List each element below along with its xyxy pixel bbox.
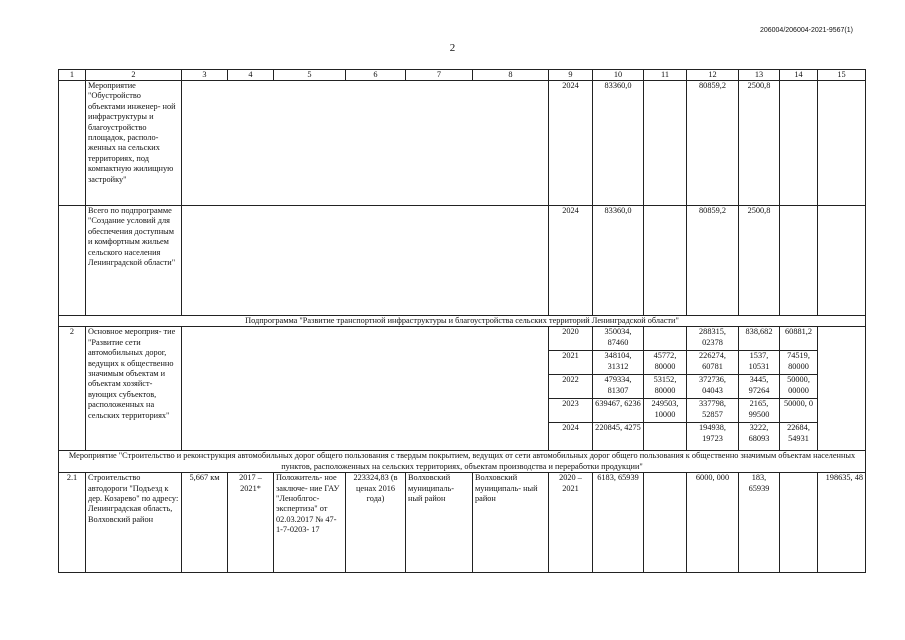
local-cell: 2500,8 — [739, 206, 780, 316]
total-cell: 350034, 87460 — [593, 327, 644, 351]
local-cell: 2500,8 — [739, 81, 780, 206]
table-cell — [644, 206, 687, 316]
federal-cell: 249503, 10000 — [644, 399, 687, 423]
section-row — [59, 316, 866, 327]
other-cell: 74519, 80000 — [780, 351, 818, 375]
row-number: 2.1 — [59, 473, 86, 573]
table-cell — [182, 81, 549, 206]
regional-cell: 6000, 000 — [687, 473, 739, 573]
header-row — [59, 70, 866, 81]
total-cell: 220845, 4275 — [593, 423, 644, 451]
other-cell: 50000, 0 — [780, 399, 818, 423]
col-header: 1 — [59, 70, 86, 81]
year-cell: 2024 — [549, 423, 593, 451]
year-cell: 2024 — [549, 206, 593, 316]
year-cell: 2022 — [549, 375, 593, 399]
col-header: 11 — [644, 70, 687, 81]
col-header: 13 — [739, 70, 780, 81]
table-cell — [59, 81, 86, 206]
table-cell — [59, 206, 86, 316]
table-cell — [818, 206, 866, 316]
customer-cell: Волховский муниципаль- ный район — [406, 473, 473, 573]
col-header: 8 — [473, 70, 549, 81]
local-cell: 3445, 97264 — [739, 375, 780, 399]
subprogram-heading: Подпрограмма "Развитие транспортной инфраструктуры и благоустройства сельских территорий Ленинградской области" — [59, 316, 866, 327]
federal-cell: 53152, 80000 — [644, 375, 687, 399]
expertise-cell: Положитель- ное заключе- ние ГАУ "Леноблгос- экспертиза" от 02.03.2017 № 47-1-7-0203- 17 — [274, 473, 346, 573]
other-cell: 60881,2 — [780, 327, 818, 351]
col-header: 3 — [182, 70, 228, 81]
year-cell: 2024 — [549, 81, 593, 206]
document-id: 206004/206004-2021-9567(1) — [759, 27, 853, 34]
row-title: Мероприятие "Обустройство объектами инженер- ной инфраструктуры и благоустройство площадок, располо- женных на сельских территориях, под компактную жилищную застройку" — [86, 81, 182, 206]
col-header: 10 — [593, 70, 644, 81]
local-cell: 1537, 10531 — [739, 351, 780, 375]
total-cell: 83360,0 — [593, 206, 644, 316]
federal-cell: 45772, 80000 — [644, 351, 687, 375]
program-table — [58, 69, 866, 573]
federal-cell — [644, 423, 687, 451]
regional-cell: 288315, 02378 — [687, 327, 739, 351]
table-cell — [182, 327, 549, 451]
table-cell — [818, 327, 866, 451]
page-number: 2 — [449, 42, 456, 54]
regional-cell: 337798, 52857 — [687, 399, 739, 423]
year-cell: 2020 – 2021 — [549, 473, 593, 573]
location-cell: Волховский муниципаль- ный район — [473, 473, 549, 573]
table-row — [59, 327, 866, 351]
total-cell: 479334, 81307 — [593, 375, 644, 399]
federal-cell — [644, 327, 687, 351]
col-header: 9 — [549, 70, 593, 81]
total-cell: 639467, 6236 — [593, 399, 644, 423]
table-cell — [780, 473, 818, 573]
table-cell — [182, 206, 549, 316]
capacity-cell: 5,667 км — [182, 473, 228, 573]
total-cell: 83360,0 — [593, 81, 644, 206]
col-header: 2 — [86, 70, 182, 81]
table-cell — [644, 81, 687, 206]
regional-cell: 194938, 19723 — [687, 423, 739, 451]
col-header: 12 — [687, 70, 739, 81]
year-cell: 2020 — [549, 327, 593, 351]
local-cell: 838,682 — [739, 327, 780, 351]
regional-cell: 80859,2 — [687, 206, 739, 316]
col-header: 15 — [818, 70, 866, 81]
section-row — [59, 451, 866, 473]
table-cell — [644, 473, 687, 573]
local-cell: 3222, 68093 — [739, 423, 780, 451]
table-cell — [780, 81, 818, 206]
local-cell: 183, 65939 — [739, 473, 780, 573]
table-cell — [818, 81, 866, 206]
remaining-cell: 198635, 48 — [818, 473, 866, 573]
row-title: Всего по подпрограмме "Создание условий для обеспечения доступным и комфортным жильем сельского населения Ленинградской области" — [86, 206, 182, 316]
col-header: 5 — [274, 70, 346, 81]
regional-cell: 226274, 60781 — [687, 351, 739, 375]
regional-cell: 80859,2 — [687, 81, 739, 206]
regional-cell: 372736, 04043 — [687, 375, 739, 399]
col-header: 6 — [346, 70, 406, 81]
measure-heading: Мероприятие "Строительство и реконструкция автомобильных дорог общего пользования с твердым покрытием, ведущих от сети автомобильных дорог общего пользования к общественно значимым объектам населенных пунктов, расположенных на сельских территориях, объектам производства и переработки продукции" — [59, 451, 866, 473]
col-header: 14 — [780, 70, 818, 81]
table-row — [59, 206, 866, 316]
estimate-cell: 223324,83 (в ценах 2016 года) — [346, 473, 406, 573]
col-header: 4 — [228, 70, 274, 81]
row-title: Строительство автодороги "Подъезд к дер. Козарево" по адресу: Ленинградская область, Волховский район — [86, 473, 182, 573]
local-cell: 2165, 99500 — [739, 399, 780, 423]
period-cell: 2017 – 2021* — [228, 473, 274, 573]
row-number: 2 — [59, 327, 86, 451]
table-cell — [780, 206, 818, 316]
table-row — [59, 81, 866, 206]
total-cell: 6183, 65939 — [593, 473, 644, 573]
col-header: 7 — [406, 70, 473, 81]
other-cell: 22684, 54931 — [780, 423, 818, 451]
year-cell: 2023 — [549, 399, 593, 423]
row-title: Основное мероприя- тие "Развитие сети автомобильных дорог, ведущих к общественно значимым объектам и объектам хозяйст- вующих субъектов, расположенных на сельских территориях" — [86, 327, 182, 451]
year-cell: 2021 — [549, 351, 593, 375]
other-cell: 50000, 00000 — [780, 375, 818, 399]
total-cell: 348104, 31312 — [593, 351, 644, 375]
table-row — [59, 473, 866, 573]
